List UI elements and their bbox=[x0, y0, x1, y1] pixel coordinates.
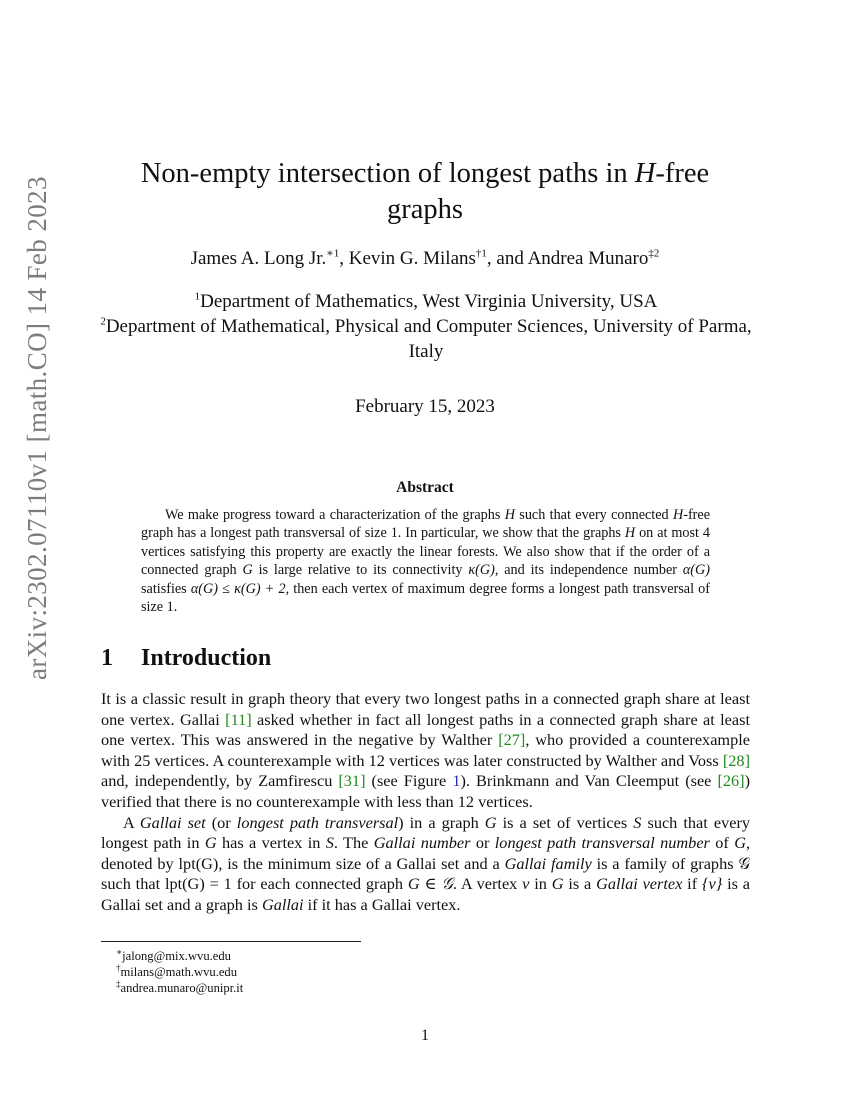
text: is a Gallai set and a graph is bbox=[101, 874, 751, 914]
text: or bbox=[470, 833, 495, 853]
footnote-mark: † bbox=[116, 963, 121, 974]
author-name: Andrea Munaro bbox=[527, 248, 649, 269]
figure-link[interactable]: 1 bbox=[452, 771, 461, 791]
footnote-rule bbox=[101, 941, 361, 942]
author-separator: , and bbox=[486, 248, 528, 269]
abstract-text: such that every connected bbox=[514, 507, 673, 523]
text: ) in a graph bbox=[398, 812, 485, 832]
footnote bbox=[116, 964, 243, 980]
text: , denoted by bbox=[101, 833, 751, 873]
text: for each connected graph bbox=[231, 874, 408, 894]
text: It is a classic result in graph theory that every two longest paths in a connected graph share at least one vertex. Gallai bbox=[101, 689, 750, 729]
math-H: H bbox=[624, 525, 636, 542]
arxiv-identifier-sidebar: arXiv:2302.07110v1 [math.CO] 14 Feb 2023 bbox=[22, 176, 52, 680]
text: is a set of vertices bbox=[496, 812, 634, 832]
footnote bbox=[116, 980, 243, 996]
paragraph-2 bbox=[101, 813, 750, 916]
text: . A vertex bbox=[452, 874, 523, 894]
math-calG: 𝒢 bbox=[738, 853, 751, 873]
footnote-mark: ‡ bbox=[116, 979, 121, 990]
page-number: 1 bbox=[421, 1027, 429, 1044]
term-gallai: Gallai bbox=[261, 894, 304, 914]
body-text bbox=[101, 689, 750, 916]
title-line-2: graphs bbox=[387, 194, 463, 225]
author-mark: ‡2 bbox=[648, 247, 660, 260]
footnote-mark: ∗ bbox=[116, 946, 123, 957]
footnote-email[interactable]: jalong@mix.wvu.edu bbox=[122, 949, 231, 963]
title-math-H: H bbox=[634, 158, 656, 189]
section-number: 1 bbox=[101, 645, 113, 671]
text: (see Figure bbox=[365, 771, 453, 791]
paragraph-1 bbox=[101, 689, 750, 813]
math-set-v: {v} bbox=[701, 874, 723, 894]
affiliation-1 bbox=[96, 289, 756, 314]
text: such that bbox=[101, 874, 165, 894]
footnote-email[interactable]: milans@math.wvu.edu bbox=[120, 965, 238, 980]
math-G: G bbox=[734, 833, 746, 853]
citation-link[interactable]: [31] bbox=[338, 771, 366, 791]
citation-link[interactable]: [26] bbox=[717, 771, 745, 791]
abstract-text: satisfies bbox=[141, 580, 191, 597]
text: in bbox=[529, 874, 552, 894]
affiliations bbox=[96, 289, 756, 364]
math-H: H bbox=[672, 507, 684, 523]
math-H: H bbox=[504, 507, 515, 523]
text: is a bbox=[563, 874, 597, 894]
abstract-heading: Abstract bbox=[396, 479, 454, 496]
citation-link[interactable]: [28] bbox=[722, 750, 750, 770]
author-name: Kevin G. Milans bbox=[348, 248, 476, 269]
math-inequality: α(G) ≤ κ(G) + 2 bbox=[190, 580, 286, 597]
term-gallai-family: Gallai family bbox=[504, 853, 592, 873]
term-lpt-number: longest path transversal number bbox=[494, 833, 710, 853]
text: (or bbox=[205, 812, 237, 832]
math-S: S bbox=[633, 812, 642, 832]
abstract-text: on at most 4 vertices satisfying this property are exactly the linear forests. We also show that if the order of a connected graph bbox=[141, 525, 710, 579]
math-G: G bbox=[204, 833, 217, 853]
abstract-text: is large relative to its connectivity bbox=[252, 562, 469, 579]
abstract-text: , and its independence number bbox=[494, 562, 683, 579]
affiliation-text: Department of Mathematics, West Virginia University, USA bbox=[200, 291, 658, 312]
footnote-email[interactable]: andrea.munaro@unipr.it bbox=[120, 981, 244, 996]
text: , who provided a counterexample with 25 vertices. A counterexample with 12 vertices was later constructed by Walther and Voss bbox=[101, 730, 750, 770]
author-mark: †1 bbox=[475, 247, 487, 260]
term-gallai-number: Gallai number bbox=[373, 833, 471, 853]
text: is a family of graphs bbox=[591, 853, 739, 873]
footnotes bbox=[116, 948, 243, 997]
author-list bbox=[90, 248, 760, 270]
affiliation-mark: 2 bbox=[100, 315, 106, 328]
text: ) verified that there is no counterexample with less than 12 vertices. bbox=[101, 771, 750, 811]
math-G: G bbox=[551, 874, 564, 894]
text: . The bbox=[333, 833, 374, 853]
text: if bbox=[682, 874, 702, 894]
text: has a vertex in bbox=[216, 833, 326, 853]
author-name: James A. Long Jr. bbox=[190, 248, 327, 269]
term-gallai-set: Gallai set bbox=[139, 812, 206, 832]
math-v: v bbox=[522, 874, 530, 894]
citation-link[interactable]: [27] bbox=[498, 730, 526, 750]
footnote bbox=[116, 948, 243, 964]
math-G: G bbox=[242, 562, 253, 579]
section-heading bbox=[101, 645, 271, 672]
math-alpha: α(G) bbox=[682, 562, 710, 579]
abstract-text: We make progress toward a characterization of the graphs bbox=[165, 507, 505, 523]
text: such that every longest path in bbox=[101, 812, 751, 853]
affiliation-text: Department of Mathematical, Physical and Computer Sciences, University of Parma, Italy bbox=[105, 316, 752, 362]
math-G-in-calG: G ∈ 𝒢 bbox=[407, 874, 453, 894]
text: if it has a Gallai vertex. bbox=[303, 894, 461, 914]
text: and, independently, by Zamfirescu bbox=[101, 771, 339, 791]
abstract-text: -free graph has a longest path transversal of size 1. In particular, we show that the graphs bbox=[141, 507, 711, 542]
text: A bbox=[123, 812, 140, 832]
math-lpt-equals-1: lpt(G) = 1 bbox=[164, 874, 232, 894]
math-lpt: lpt(G) bbox=[178, 853, 219, 873]
affiliation-mark: 1 bbox=[194, 290, 201, 303]
text: ). Brinkmann and Van Cleemput (see bbox=[460, 771, 718, 791]
paper-title bbox=[90, 156, 760, 228]
math-S: S bbox=[325, 833, 334, 853]
title-text: Non-empty intersection of longest paths in bbox=[140, 158, 635, 189]
term-lpt: longest path transversal bbox=[236, 812, 399, 832]
abstract-body bbox=[141, 506, 710, 616]
math-G: G bbox=[484, 812, 497, 832]
term-gallai-vertex: Gallai vertex bbox=[596, 874, 683, 894]
citation-link[interactable]: [11] bbox=[225, 709, 252, 729]
text: asked whether in fact all longest paths in a connected graph share at least one vertex. This was answered in the negative by Walther bbox=[101, 709, 750, 750]
math-kappa: κ(G) bbox=[468, 562, 495, 579]
text: of bbox=[709, 833, 735, 853]
title-text-suffix: -free bbox=[655, 158, 710, 189]
author-mark: ∗1 bbox=[326, 247, 340, 260]
author-separator: , bbox=[339, 248, 349, 269]
affiliation-2 bbox=[96, 314, 756, 364]
abstract-text: , then each vertex of maximum degree forms a longest path transversal of size 1. bbox=[141, 580, 710, 616]
paper-date: February 15, 2023 bbox=[355, 396, 495, 417]
section-title: Introduction bbox=[141, 645, 272, 671]
text: , is the minimum size of a Gallai set and a bbox=[218, 853, 505, 873]
